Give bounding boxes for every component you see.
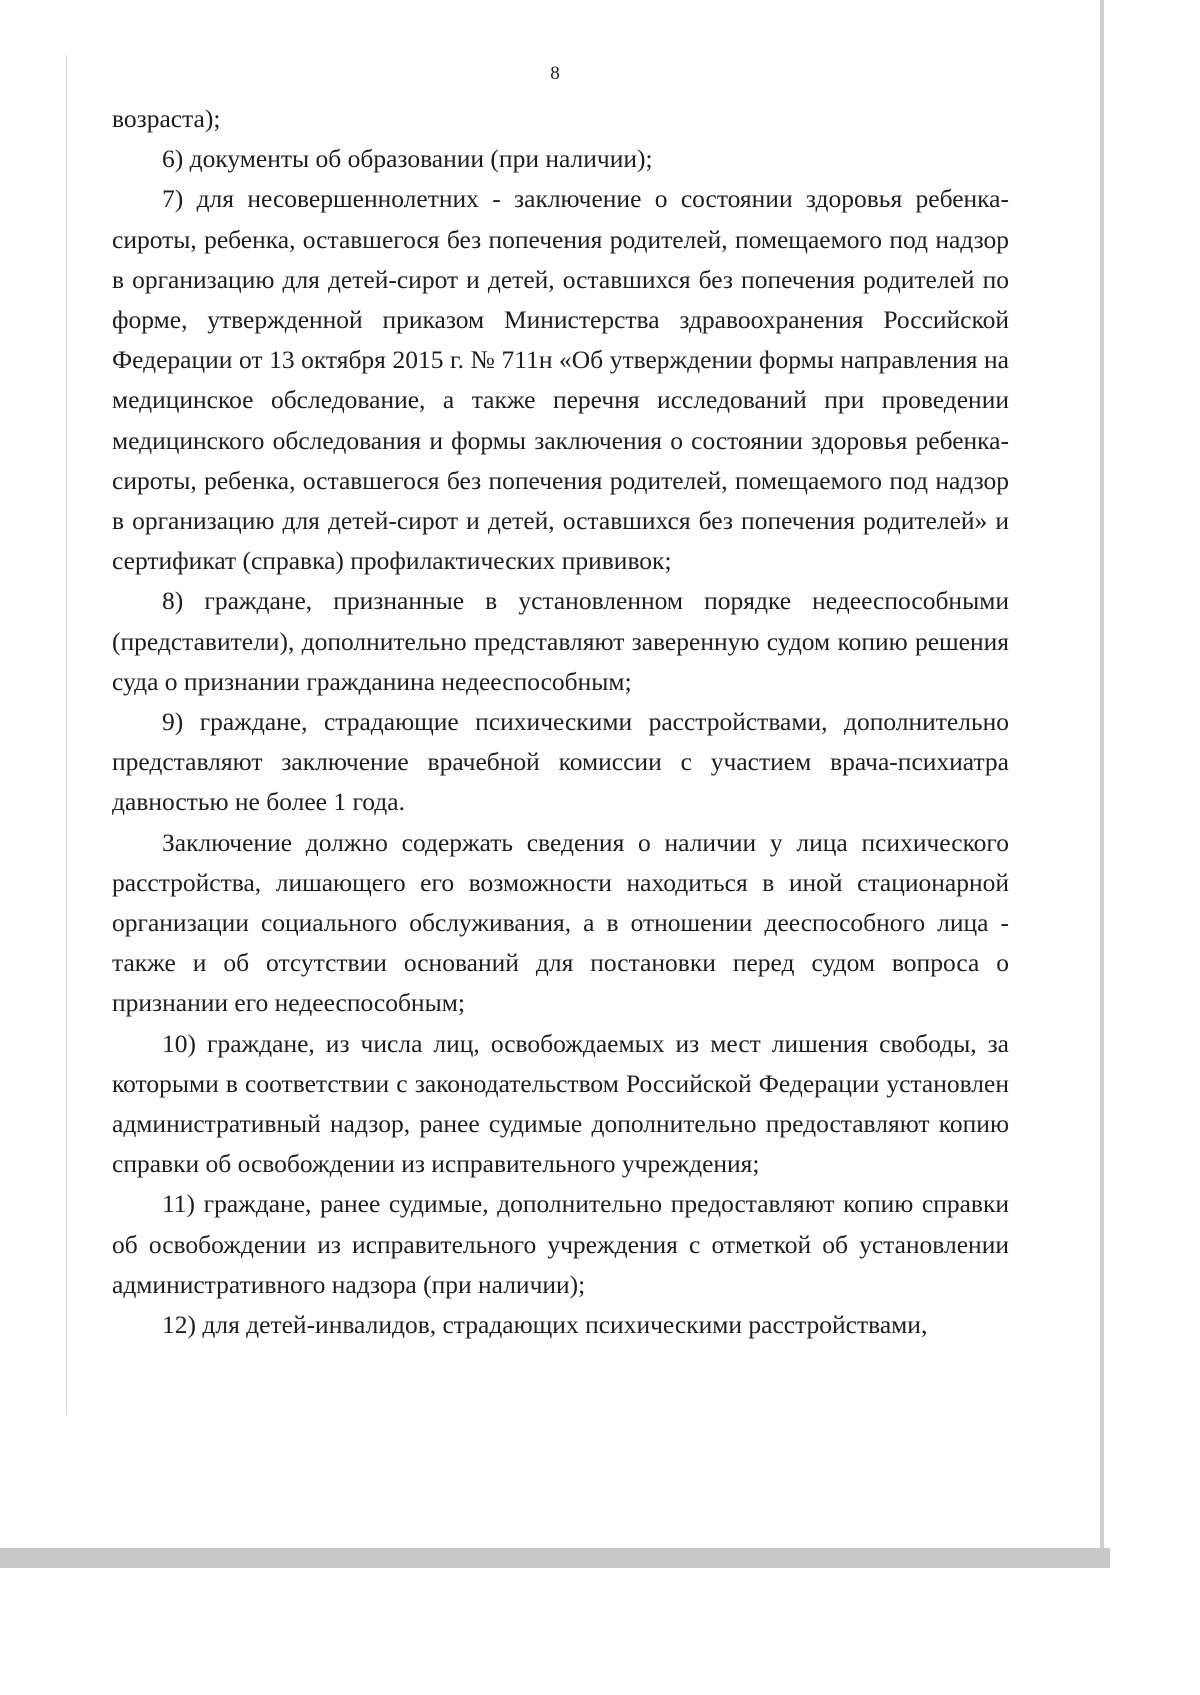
paragraph-item-10: 10) граждане, из числа лиц, освобождаемых из мест лишения свободы, за которыми в соответствии с законодательством Российской Федерации установлен административный надзор, ранее судимые дополнительно предоставляют копию справки об освобождении из исправительного учреждения; bbox=[112, 1028, 1009, 1179]
paragraph-item-12: 12) для детей-инвалидов, страдающих психическими расстройствами, bbox=[162, 1310, 928, 1340]
document-body bbox=[112, 99, 1009, 1345]
paragraph-item-7: 7) для несовершеннолетних - заключение о состоянии здоровья ребенка-сироты, ребенка, оставшегося без попечения родителей, помещаемого под надзор в организацию для детей-сирот и детей, оставшихся без попечения родителей по форме, утвержденной приказом Министерства здравоохранения Российской Федерации от 13 октября 2015 г. № 711н «Об утверждении формы направления на медицинское обследование, а также перечня исследований при проведении медицинского обследования и формы заключения о состоянии здоровья ребенка-сироты, ребенка, оставшегося без попечения родителей, помещаемого под надзор в организацию для детей-сирот и детей, оставшихся без попечения родителей» и сертификат (справка) профилактических прививок; bbox=[112, 184, 1009, 576]
paragraph-conclusion: Заключение должно содержать сведения о наличии у лица психического расстройства, лишающего его возможности находиться в иной стационарной организации социального обслуживания, а в отношении дееспособного лица - также и об отсутствии оснований для постановки перед судом вопроса о признании его недееспособным; bbox=[112, 827, 1009, 1018]
paragraph-item-6: 6) документы об образовании (при наличии); bbox=[162, 144, 653, 174]
scan-bottom-band bbox=[0, 1548, 1110, 1568]
page-number: 8 bbox=[550, 63, 560, 84]
paragraph-item-11: 11) граждане, ранее судимые, дополнительно предоставляют копию справки об освобождении из исправительного учреждения с отметкой об установлении административного надзора (при наличии); bbox=[112, 1189, 1009, 1299]
paragraph-continuation: возраста); bbox=[112, 104, 221, 133]
scan-right-edge bbox=[1100, 0, 1104, 1548]
paragraph-item-8: 8) граждане, признанные в установленном порядке недееспособными (представители), дополнительно представляют заверенную судом копию решения суда о признании гражданина недееспособным; bbox=[112, 586, 1009, 696]
paragraph-item-9: 9) граждане, страдающие психическими расстройствами, дополнительно представляют заключение врачебной комиссии с участием врача-психиатра давностью не более 1 года. bbox=[112, 707, 1009, 817]
scan-left-edge bbox=[66, 55, 67, 1415]
